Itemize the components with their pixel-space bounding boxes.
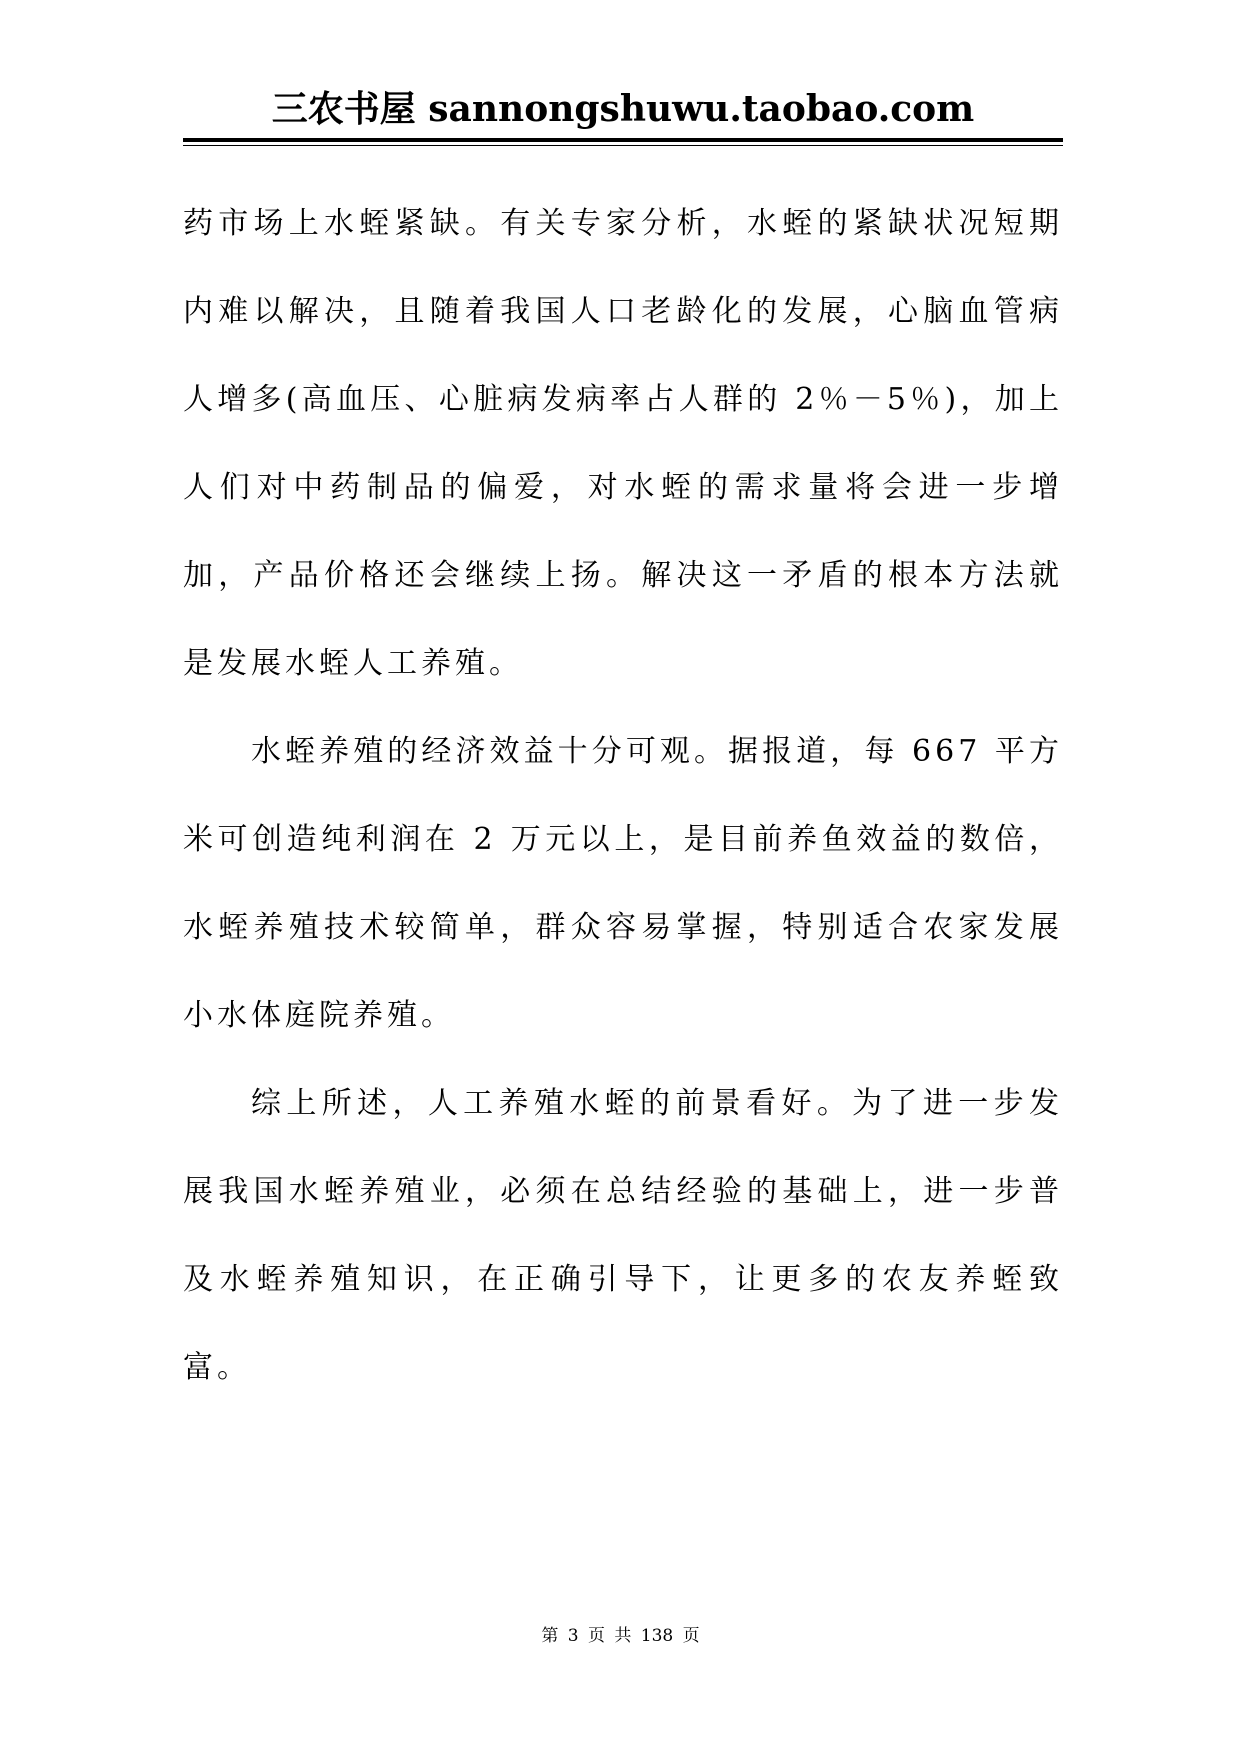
paragraph-continued: 药市场上水蛭紧缺。有关专家分析，水蛭的紧缺状况短期内难以解决，且随着我国人口老龄化的发展，心脑血管病人增多(高血压、心脏病发病率占人群的 2％－5％)，加上人们对中药制品的偏爱，对水蛭的需求量将会进一步增加，产品价格还会继续上扬。解决这一矛盾的根本方法就是发展水蛭人工养殖。 [183, 206, 1063, 681]
header-rule-thin [183, 145, 1063, 146]
page-number: 第 3 页 共 138 页 [541, 1626, 700, 1646]
header-rule-thick [183, 138, 1063, 142]
body-text [183, 180, 1063, 1412]
paragraph-economic-benefit: 水蛭养殖的经济效益十分可观。据报道，每 667 平方米可创造纯利润在 2 万元以上，是目前养鱼效益的数倍，水蛭养殖技术较简单，群众容易掌握，特别适合农家发展小水体庭院养殖。 [183, 734, 1063, 1033]
paragraph-conclusion: 综上所述，人工养殖水蛭的前景看好。为了进一步发展我国水蛭养殖业，必须在总结经验的基础上，进一步普及水蛭养殖知识，在正确引导下，让更多的农友养蛭致富。 [183, 1086, 1063, 1385]
header-title: 三农书屋 sannongshuwu.taobao.com [271, 88, 975, 130]
